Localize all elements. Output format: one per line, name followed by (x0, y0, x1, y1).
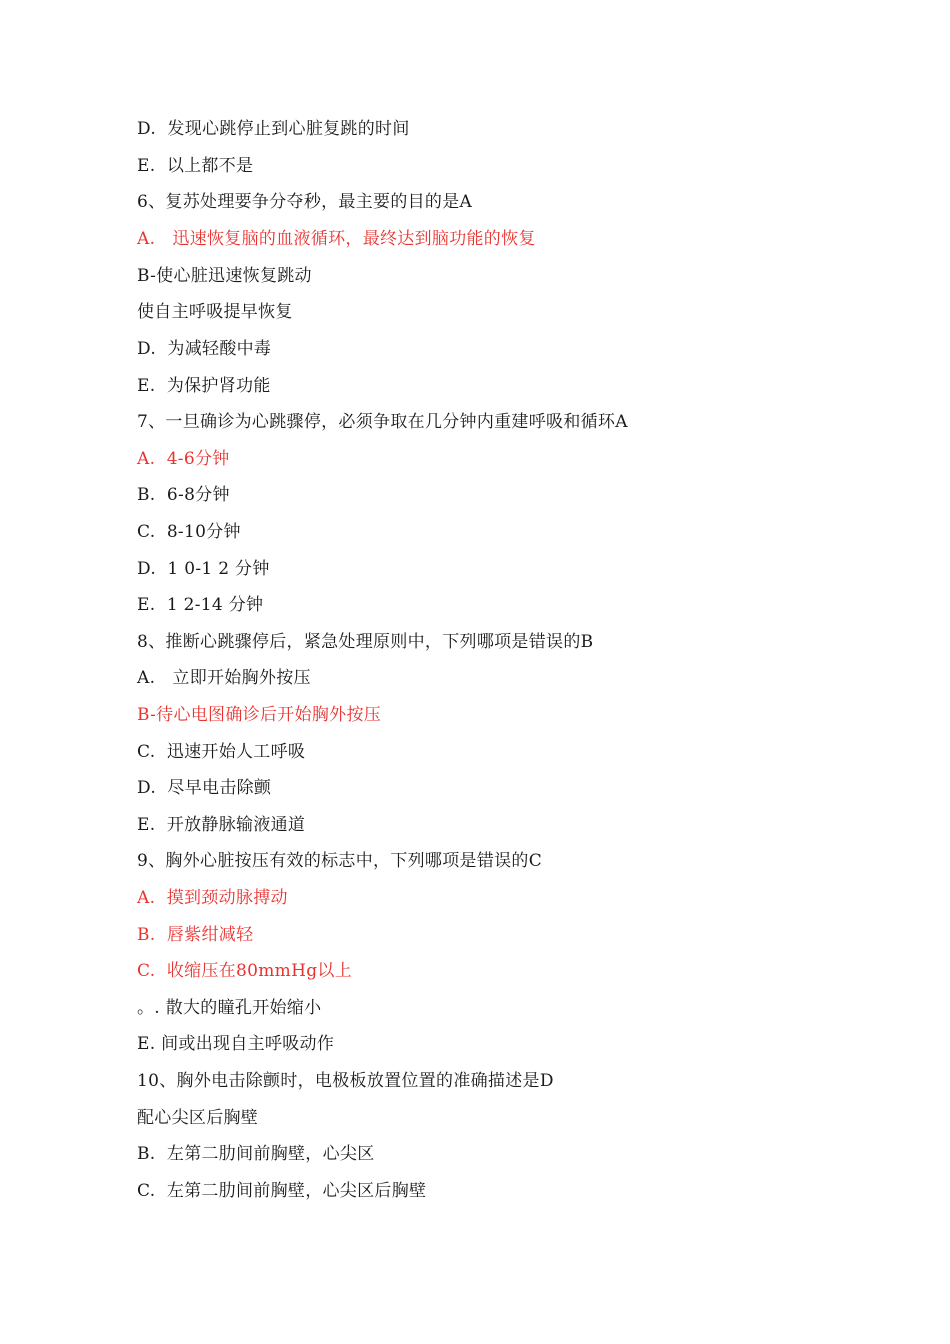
text-line: D. 尽早电击除颤 (137, 778, 272, 798)
text-line: E. 以上都不是 (137, 156, 254, 176)
text-line: C. 左第二肋间前胸壁，心尖区后胸壁 (137, 1181, 427, 1201)
answer-line: A. 摸到颈动脉搏动 (137, 888, 288, 908)
text-line: 配心尖区后胸壁 (137, 1108, 259, 1128)
text-line: E. 间或出现自主呼吸动作 (137, 1034, 335, 1054)
text-line: D. 为减轻酸中毒 (137, 339, 272, 359)
text-line: C. 8-10分钟 (137, 522, 241, 542)
text-line: C. 迅速开始人工呼吸 (137, 742, 306, 762)
question-line: 7、一旦确诊为心跳骤停，必须争取在几分钟内重建呼吸和循环A (137, 412, 628, 432)
answer-line: B-待心电图确诊后开始胸外按压 (137, 705, 382, 725)
question-line: 6、复苏处理要争分夺秒，最主要的目的是A (137, 192, 473, 212)
question-line: 10、胸外电击除颤时，电极板放置位置的准确描述是D (137, 1071, 554, 1091)
text-line: B-使心脏迅速恢复跳动 (137, 266, 312, 286)
answer-line: C. 收缩压在80mmHg以上 (137, 961, 352, 981)
text-line: 。. 散大的瞳孔开始缩小 (137, 998, 322, 1018)
text-line: B. 6-8分钟 (137, 485, 230, 505)
answer-line: A. 4-6分钟 (137, 449, 230, 469)
text-line: D. 1 0-1 2 分钟 (137, 559, 270, 579)
question-line: 9、胸外心脏按压有效的标志中，下列哪项是错误的C (137, 851, 543, 871)
answer-line: B. 唇紫绀减轻 (137, 925, 254, 945)
text-line: A. 立即开始胸外按压 (137, 668, 311, 688)
text-line: E. 开放静脉输液通道 (137, 815, 306, 835)
text-line: 使自主呼吸提早恢复 (137, 302, 293, 322)
text-line: B. 左第二肋间前胸壁，心尖区 (137, 1144, 375, 1164)
text-line: D. 发现心跳停止到心脏复跳的时间 (137, 119, 410, 139)
text-line: E. 为保护肾功能 (137, 376, 271, 396)
question-line: 8、推断心跳骤停后，紧急处理原则中，下列哪项是错误的B (137, 632, 594, 652)
answer-line: A. 迅速恢复脑的血液循环，最终达到脑功能的恢复 (137, 229, 536, 249)
text-line: E. 1 2-14 分钟 (137, 595, 264, 615)
